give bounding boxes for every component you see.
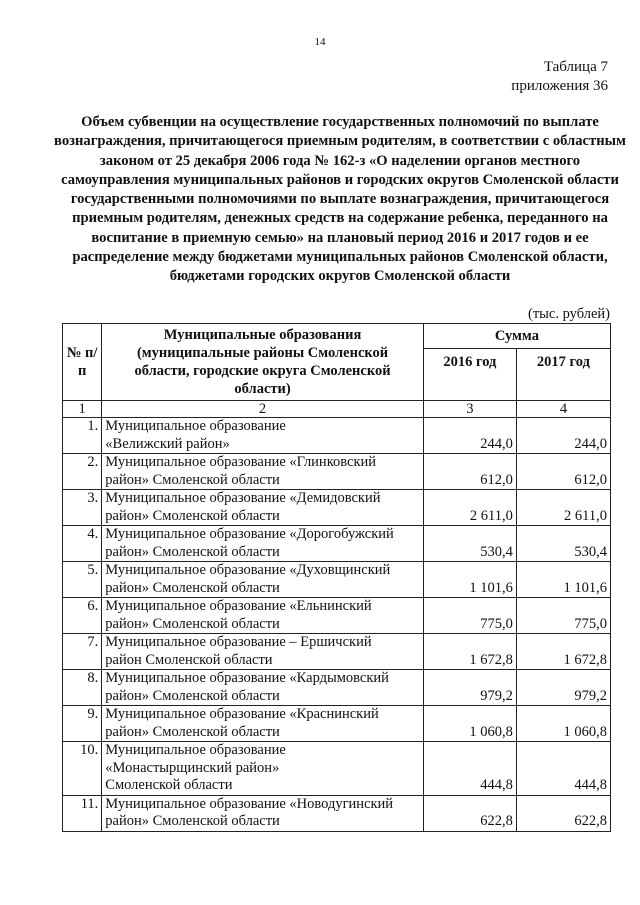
row-num: 5. [63, 562, 102, 598]
row-2016: 775,0 [423, 598, 516, 634]
row-num: 2. [63, 454, 102, 490]
row-2017: 1 060,8 [516, 706, 610, 742]
row-2017: 2 611,0 [516, 490, 610, 526]
row-2016: 244,0 [423, 418, 516, 454]
table-row [63, 526, 611, 562]
row-num: 4. [63, 526, 102, 562]
row-2017: 444,8 [516, 742, 610, 796]
table-row [63, 562, 611, 598]
row-2017: 530,4 [516, 526, 610, 562]
row-2017: 244,0 [516, 418, 610, 454]
header-2017: 2017 год [516, 349, 610, 401]
row-name: Муниципальное образование «Кардымовский район» Смоленской области [102, 670, 424, 706]
units-label: (тыс. рублей) [528, 306, 610, 322]
page-number: 14 [314, 36, 326, 48]
subsidy-table [62, 323, 611, 832]
row-2017: 775,0 [516, 598, 610, 634]
document-title: Объем субвенции на осуществление государственных полномочий по выплате вознаграждения, причитающегося приемным родителям, в соответствии с областным законом от 25 декабря 2006 года № 162-з «О наделении органов местного самоуправления муниципальных районов и городских округов Смоленской области государственными полномочиями по выплате вознаграждения, причитающегося приемным родителям, денежных средств на содержание ребенка, переданного на воспитание в приемную семью» на плановый период 2016 и 2017 годов и ее распределение между бюджетами муниципальных районов Смоленской области, бюджетами городских округов Смоленской области [54, 114, 626, 285]
table-label-line2: приложения 36 [511, 78, 608, 94]
header-sum: Сумма [423, 324, 610, 349]
row-name: Муниципальное образование «Духовщинский район» Смоленской области [102, 562, 424, 598]
row-num: 11. [63, 795, 102, 831]
table-row [63, 670, 611, 706]
table-row [63, 598, 611, 634]
row-2016: 530,4 [423, 526, 516, 562]
row-2016: 612,0 [423, 454, 516, 490]
table-row [63, 795, 611, 831]
row-2016: 1 672,8 [423, 634, 516, 670]
row-num: 9. [63, 706, 102, 742]
table-row [63, 706, 611, 742]
row-name: Муниципальное образование «Монастырщинский район» Смоленской области [102, 742, 424, 796]
table-row [63, 634, 611, 670]
header-num: № п/п [63, 324, 102, 401]
row-num: 7. [63, 634, 102, 670]
table-row [63, 418, 611, 454]
row-name: Муниципальное образование «Ельнинский район» Смоленской области [102, 598, 424, 634]
row-num: 10. [63, 742, 102, 796]
row-num: 3. [63, 490, 102, 526]
row-name: Муниципальное образование «Дорогобужский район» Смоленской области [102, 526, 424, 562]
table-row [63, 742, 611, 796]
table-row [63, 490, 611, 526]
row-num: 8. [63, 670, 102, 706]
row-name: Муниципальное образование – Ершичский район Смоленской области [102, 634, 424, 670]
row-2016: 979,2 [423, 670, 516, 706]
header-name: Муниципальные образования (муниципальные районы Смоленской области, городские округа Смоленской области) [102, 324, 424, 401]
index-cell: 1 [63, 401, 102, 418]
row-2016: 622,8 [423, 795, 516, 831]
row-2017: 1 101,6 [516, 562, 610, 598]
row-name: Муниципальное образование «Демидовский район» Смоленской области [102, 490, 424, 526]
row-2017: 622,8 [516, 795, 610, 831]
row-name: Муниципальное образование «Краснинский район» Смоленской области [102, 706, 424, 742]
index-cell: 4 [516, 401, 610, 418]
row-2016: 2 611,0 [423, 490, 516, 526]
row-2017: 979,2 [516, 670, 610, 706]
row-2016: 444,8 [423, 742, 516, 796]
row-name: Муниципальное образование «Велижский район» [102, 418, 424, 454]
table-label-line1: Таблица 7 [543, 59, 608, 75]
row-2017: 612,0 [516, 454, 610, 490]
row-num: 6. [63, 598, 102, 634]
header-2016: 2016 год [423, 349, 516, 401]
row-2016: 1 060,8 [423, 706, 516, 742]
row-name: Муниципальное образование «Глинковский район» Смоленской области [102, 454, 424, 490]
row-2016: 1 101,6 [423, 562, 516, 598]
row-2017: 1 672,8 [516, 634, 610, 670]
index-cell: 2 [102, 401, 424, 418]
index-row [63, 401, 611, 418]
table-row [63, 454, 611, 490]
row-num: 1. [63, 418, 102, 454]
index-cell: 3 [423, 401, 516, 418]
table-label [511, 58, 608, 96]
row-name: Муниципальное образование «Новодугинский район» Смоленской области [102, 795, 424, 831]
